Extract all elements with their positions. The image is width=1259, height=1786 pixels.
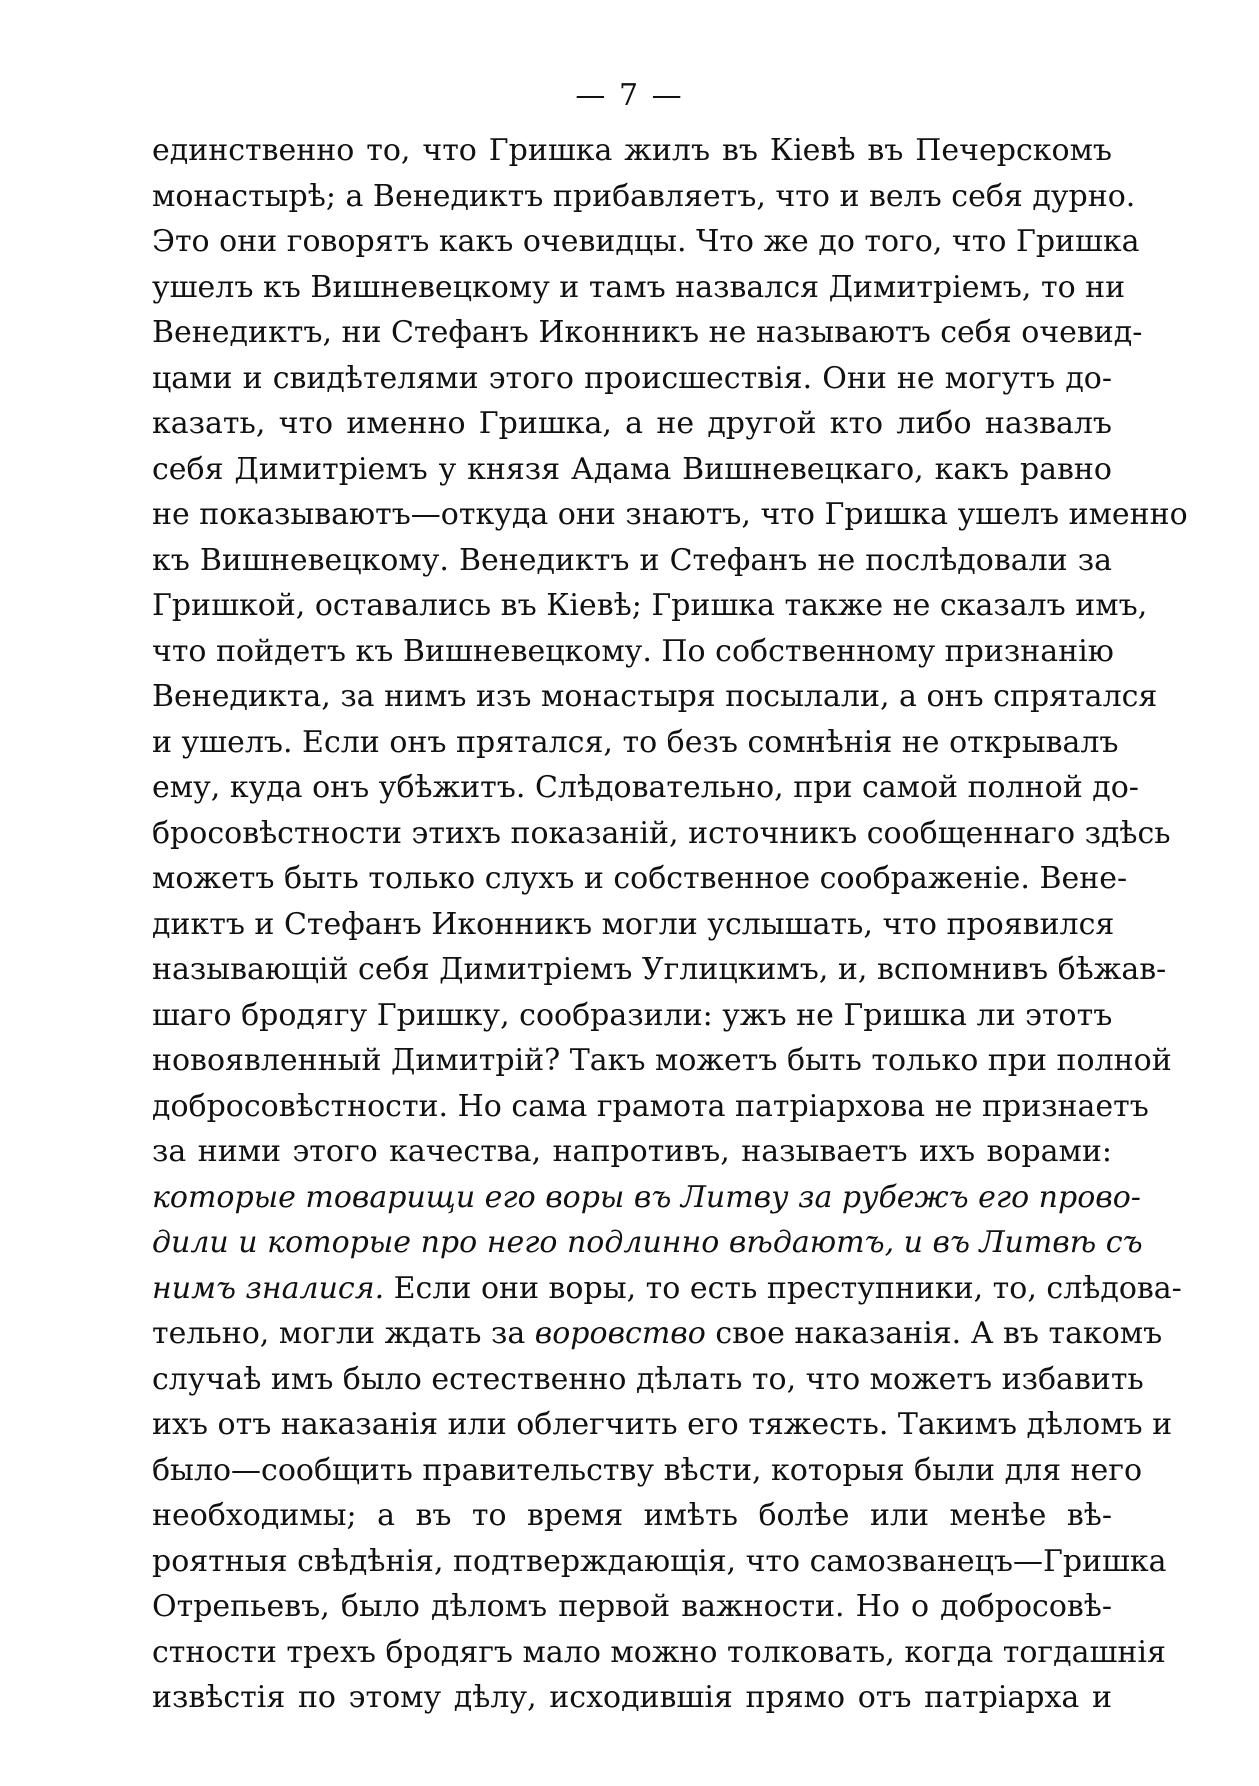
- text-line: добросовѣстности. Но сама грамота патріархова не признаетъ: [152, 1088, 1149, 1124]
- text-line: можетъ быть только слухъ и собственное соображеніе. Вене-: [152, 861, 1128, 896]
- text-line: Отрепьевъ, было дѣломъ первой важности. Но о добросовѣ-: [152, 1589, 1112, 1624]
- text-line: Венедикта, за нимъ изъ монастыря посылали, а онъ спрятался: [152, 679, 1158, 714]
- text-line: которые товарищи его воры въ Литву за рубежъ его прово-: [152, 1179, 1141, 1215]
- text-line: роятныя свѣдѣнія, подтверждающія, что самозванецъ—Гришка: [152, 1543, 1167, 1579]
- text-line: случаѣ имъ было естественно дѣлать то, что можетъ избавить: [152, 1361, 1144, 1397]
- text-line: [152, 1266, 1182, 1312]
- text-segment: Если они воры, то есть преступники, то, слѣдова-: [384, 1270, 1182, 1306]
- text-line: стности трехъ бродягъ мало можно толковать, когда тогдашнія: [152, 1634, 1166, 1670]
- text-line: Венедиктъ, ни Стефанъ Иконникъ не называютъ себя очевид-: [152, 315, 1143, 350]
- text-line: что пойдетъ къ Вишневецкому. По собственному признанію: [152, 633, 1114, 669]
- text-line: ему, куда онъ убѣжитъ. Слѣдовательно, при самой полной до-: [152, 770, 1139, 805]
- page-number: — 7 —: [575, 78, 684, 113]
- text-segment: тельно, могли ждать за: [152, 1316, 535, 1351]
- text-line: ушелъ къ Вишневецкому и тамъ назвался Димитріемъ, то ни: [152, 269, 1126, 305]
- text-line: единственно то, что Гришка жилъ въ Кіевѣ въ Печерскомъ: [152, 133, 1112, 168]
- text-line: шаго бродягу Гришку, сообразили: ужъ не Гришка ли этотъ: [152, 997, 1113, 1033]
- text-line: называющій себя Димитріемъ Углицкимъ, и, вспомнивъ бѣжав-: [152, 952, 1167, 987]
- text-line: извѣстія по этому дѣлу, исходившія прямо отъ патріарха и: [152, 1680, 1112, 1715]
- text-line: себя Димитріемъ у князя Адама Вишневецкаго, какъ равно: [152, 451, 1112, 487]
- text-line: цами и свидѣтелями этого происшествія. Они не могутъ до-: [152, 360, 1112, 396]
- italic-text-segment: нимъ зналися.: [152, 1270, 385, 1306]
- text-line: ихъ отъ наказанія или облегчить его тяжесть. Такимъ дѣломъ и: [152, 1407, 1173, 1442]
- text-line: не показываютъ—откуда они знаютъ, что Гришка ушелъ именно: [152, 497, 1188, 532]
- text-line: необходимы; а въ то время имѣть болѣе или менѣе вѣ-: [152, 1498, 1112, 1533]
- text-segment: свое наказанія. А въ такомъ: [705, 1316, 1163, 1351]
- text-line: дили и которые про него подлинно вѣдаютъ, и въ Литвѣ съ: [152, 1225, 1143, 1260]
- text-line: за ними этого качества, напротивъ, называетъ ихъ ворами:: [152, 1134, 1112, 1169]
- text-line: [152, 1311, 1163, 1357]
- text-line: монастырѣ; а Венедиктъ прибавляетъ, что и велъ себя дурно.: [152, 178, 1136, 214]
- text-line: и ушелъ. Если онъ прятался, то безъ сомнѣнія не открывалъ: [152, 724, 1119, 760]
- text-line: къ Вишневецкому. Венедиктъ и Стефанъ не послѣдовали за: [152, 542, 1112, 578]
- text-line: диктъ и Стефанъ Иконникъ могли услышать, что проявился: [152, 906, 1115, 942]
- italic-text-segment: воровство: [534, 1316, 706, 1351]
- text-line: новоявленный Димитрій? Такъ можетъ быть только при полной: [152, 1043, 1172, 1078]
- text-line: Это они говорятъ какъ очевидцы. Что же до того, что Гришка: [152, 224, 1140, 259]
- body-text: [152, 128, 1188, 1721]
- text-line: казать, что именно Гришка, а не другой кто либо назвалъ: [152, 406, 1112, 441]
- text-line: бросовѣстности этихъ показаній, источникъ сообщеннаго здѣсь: [152, 815, 1171, 851]
- text-line: было—сообщить правительству вѣсти, которыя были для него: [152, 1452, 1143, 1488]
- text-line: Гришкой, оставались въ Кіевѣ; Гришка также не сказалъ имъ,: [152, 588, 1148, 623]
